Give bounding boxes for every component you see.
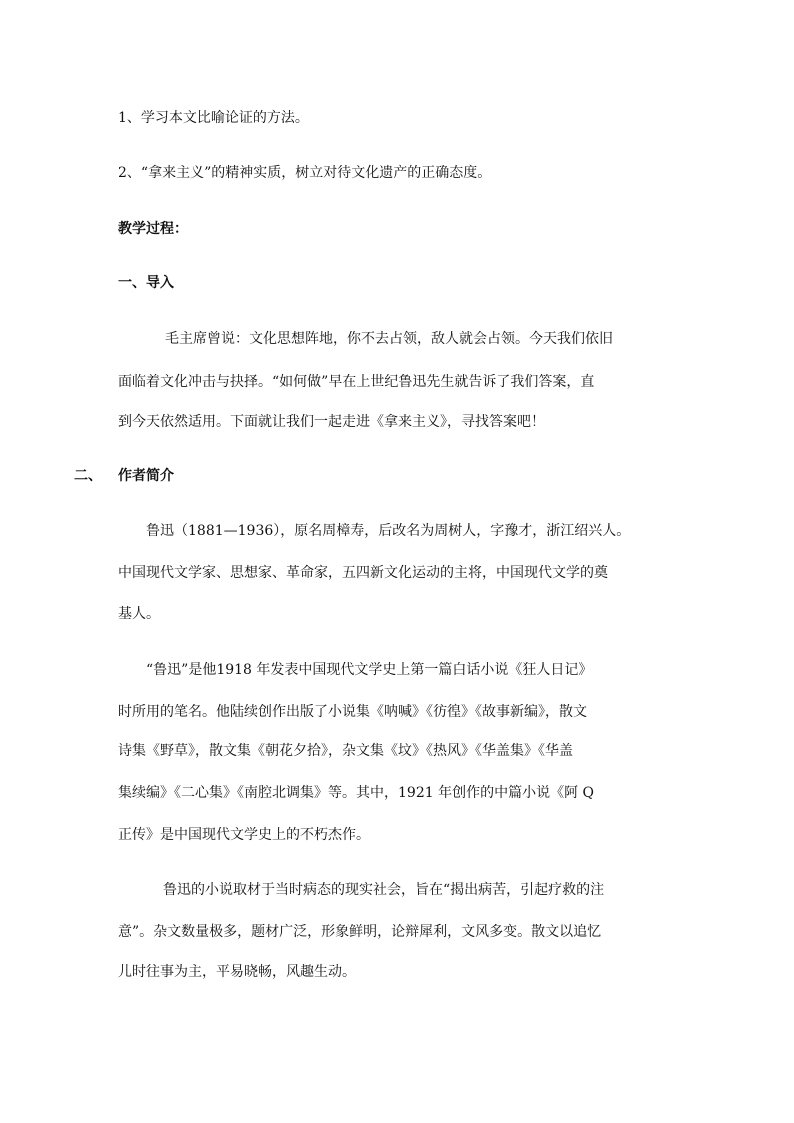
- author-paragraph-3-line-3: 儿时往事为主，平易晓畅，风趣生动。: [118, 964, 356, 980]
- author-paragraph-1-line-3: 基人。: [118, 606, 160, 622]
- author-paragraph-1-line-2: 中国现代文学家、思想家、革命家，五四新文化运动的主将，中国现代文学的奠: [118, 565, 608, 581]
- process-heading: 教学过程：: [118, 221, 188, 237]
- section-1-line-3: 到今天依然适用。下面就让我们一起走进《拿来主义》，寻找答案吧！: [118, 414, 545, 430]
- author-paragraph-2-line-4: 集续编》《二心集》《南腔北调集》等。其中，1921 年创作的中篇小说《阿 Q: [118, 785, 595, 801]
- objective-2: 2、“拿来主义”的精神实质，树立对待文化遗产的正确态度。: [118, 165, 492, 181]
- author-paragraph-3-line-1: 鲁迅的小说取材于当时病态的现实社会，旨在“揭出病苦，引起疗救的注: [163, 882, 605, 898]
- author-paragraph-2-line-1: “鲁迅”是他1918 年发表中国现代文学史上第一篇白话小说《狂人日记》: [146, 662, 593, 678]
- section-1-line-2: 面临着文化冲击与抉择。“如何做”早在上世纪鲁迅先生就告诉了我们答案，直: [118, 374, 595, 390]
- author-paragraph-2-line-3: 诗集《野草》，散文集《朝花夕拾》，杂文集《坟》《热风》《华盖集》《华盖: [118, 743, 573, 759]
- objective-1: 1、学习本文比喻论证的方法。: [118, 110, 309, 126]
- section-2-number: 二、: [74, 468, 102, 484]
- author-paragraph-1-line-1: 鲁迅（1881—1936），原名周樟寿，后改名为周树人，字豫才，浙江绍兴人。: [146, 523, 631, 539]
- section-1-heading: 一、导入: [118, 275, 174, 291]
- author-paragraph-2-line-2: 时所用的笔名。他陆续创作出版了小说集《呐喊》《彷徨》《故事新编》，散文: [118, 704, 587, 720]
- section-2-title: 作者简介: [118, 468, 174, 484]
- author-paragraph-3-line-2: 意”。杂文数量极多，题材广泛，形象鲜明，论辩犀利，文风多变。散文以追忆: [118, 924, 602, 940]
- author-paragraph-2-line-5: 正传》是中国现代文学史上的不朽杰作。: [118, 827, 370, 843]
- section-1-line-1: 毛主席曾说：文化思想阵地，你不去占领，敌人就会占领。今天我们依旧: [165, 331, 613, 347]
